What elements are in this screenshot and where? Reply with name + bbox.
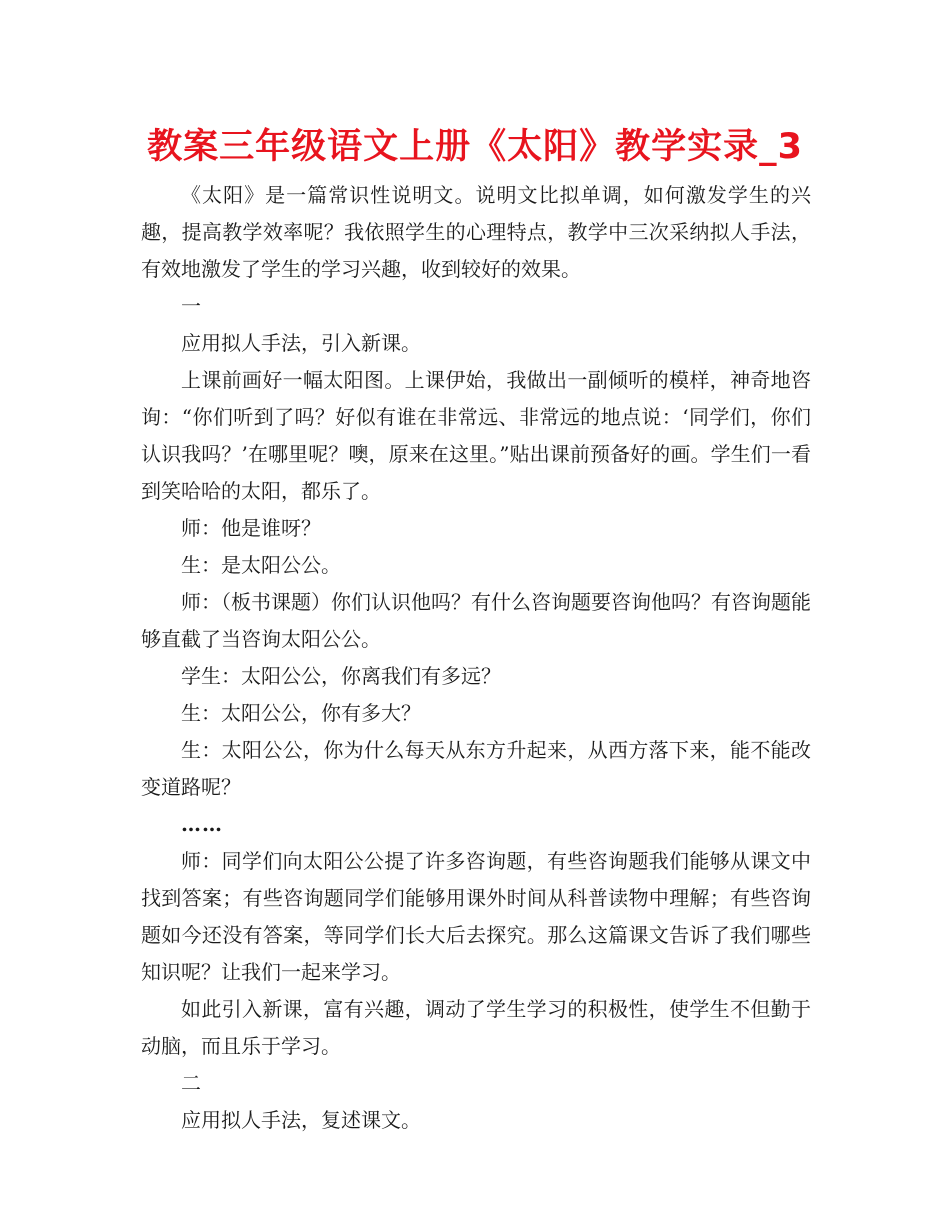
dialogue-line: 师：他是谁呀？: [181, 516, 321, 540]
dialogue-line: 生：太阳公公，你有多大？: [181, 701, 421, 725]
document-title: 教案三年级语文上册《太阳》教学实录_3: [147, 127, 803, 167]
dialogue-line: 师：同学们向太阳公公提了许多咨询题，有些咨询题我们能够从课文中找到答案；有些咨询题同学们能够用课外时间从科普读物中理解；有些咨询题如今还没有答案，等同学们长大后去探究。那么这篇课文告诉了我们哪些知识呢？让我们一起来学习。: [141, 849, 811, 984]
ellipsis: ……: [181, 812, 223, 836]
paragraph: 《太阳》是一篇常识性说明文。说明文比拟单调，如何激发学生的兴趣，提高教学效率呢？我依照学生的心理特点，教学中三次采纳拟人手法，有效地激发了学生的学习兴趣，收到较好的效果。: [141, 183, 811, 281]
section-heading: 应用拟人手法，复述课文。: [181, 1108, 421, 1132]
dialogue-line: 生：是太阳公公。: [181, 553, 341, 577]
section-heading: 应用拟人手法，引入新课。: [181, 331, 421, 355]
paragraph: 上课前画好一幅太阳图。上课伊始，我做出一副倾听的模样，神奇地咨询：“你们听到了吗？好似有谁在非常远、非常远的地点说：‘同学们，你们认识我吗？’在哪里呢？噢，原来在这里。”贴出课前预备好的画。学生们一看到笑哈哈的太阳，都乐了。: [141, 368, 811, 503]
section-number: 二: [181, 1071, 201, 1095]
dialogue-line: 学生：太阳公公，你离我们有多远？: [181, 664, 501, 688]
section-number: 一: [181, 294, 201, 318]
dialogue-line: 师：（板书课题）你们认识他吗？有什么咨询题要咨询他吗？有咨询题能够直截了当咨询太阳公公。: [141, 590, 811, 651]
dialogue-line: 生：太阳公公，你为什么每天从东方升起来，从西方落下来，能不能改变道路呢？: [141, 738, 811, 799]
document-body: [141, 177, 811, 1139]
paragraph: 如此引入新课，富有兴趣，调动了学生学习的积极性，使学生不但勤于动脑，而且乐于学习。: [141, 997, 811, 1058]
